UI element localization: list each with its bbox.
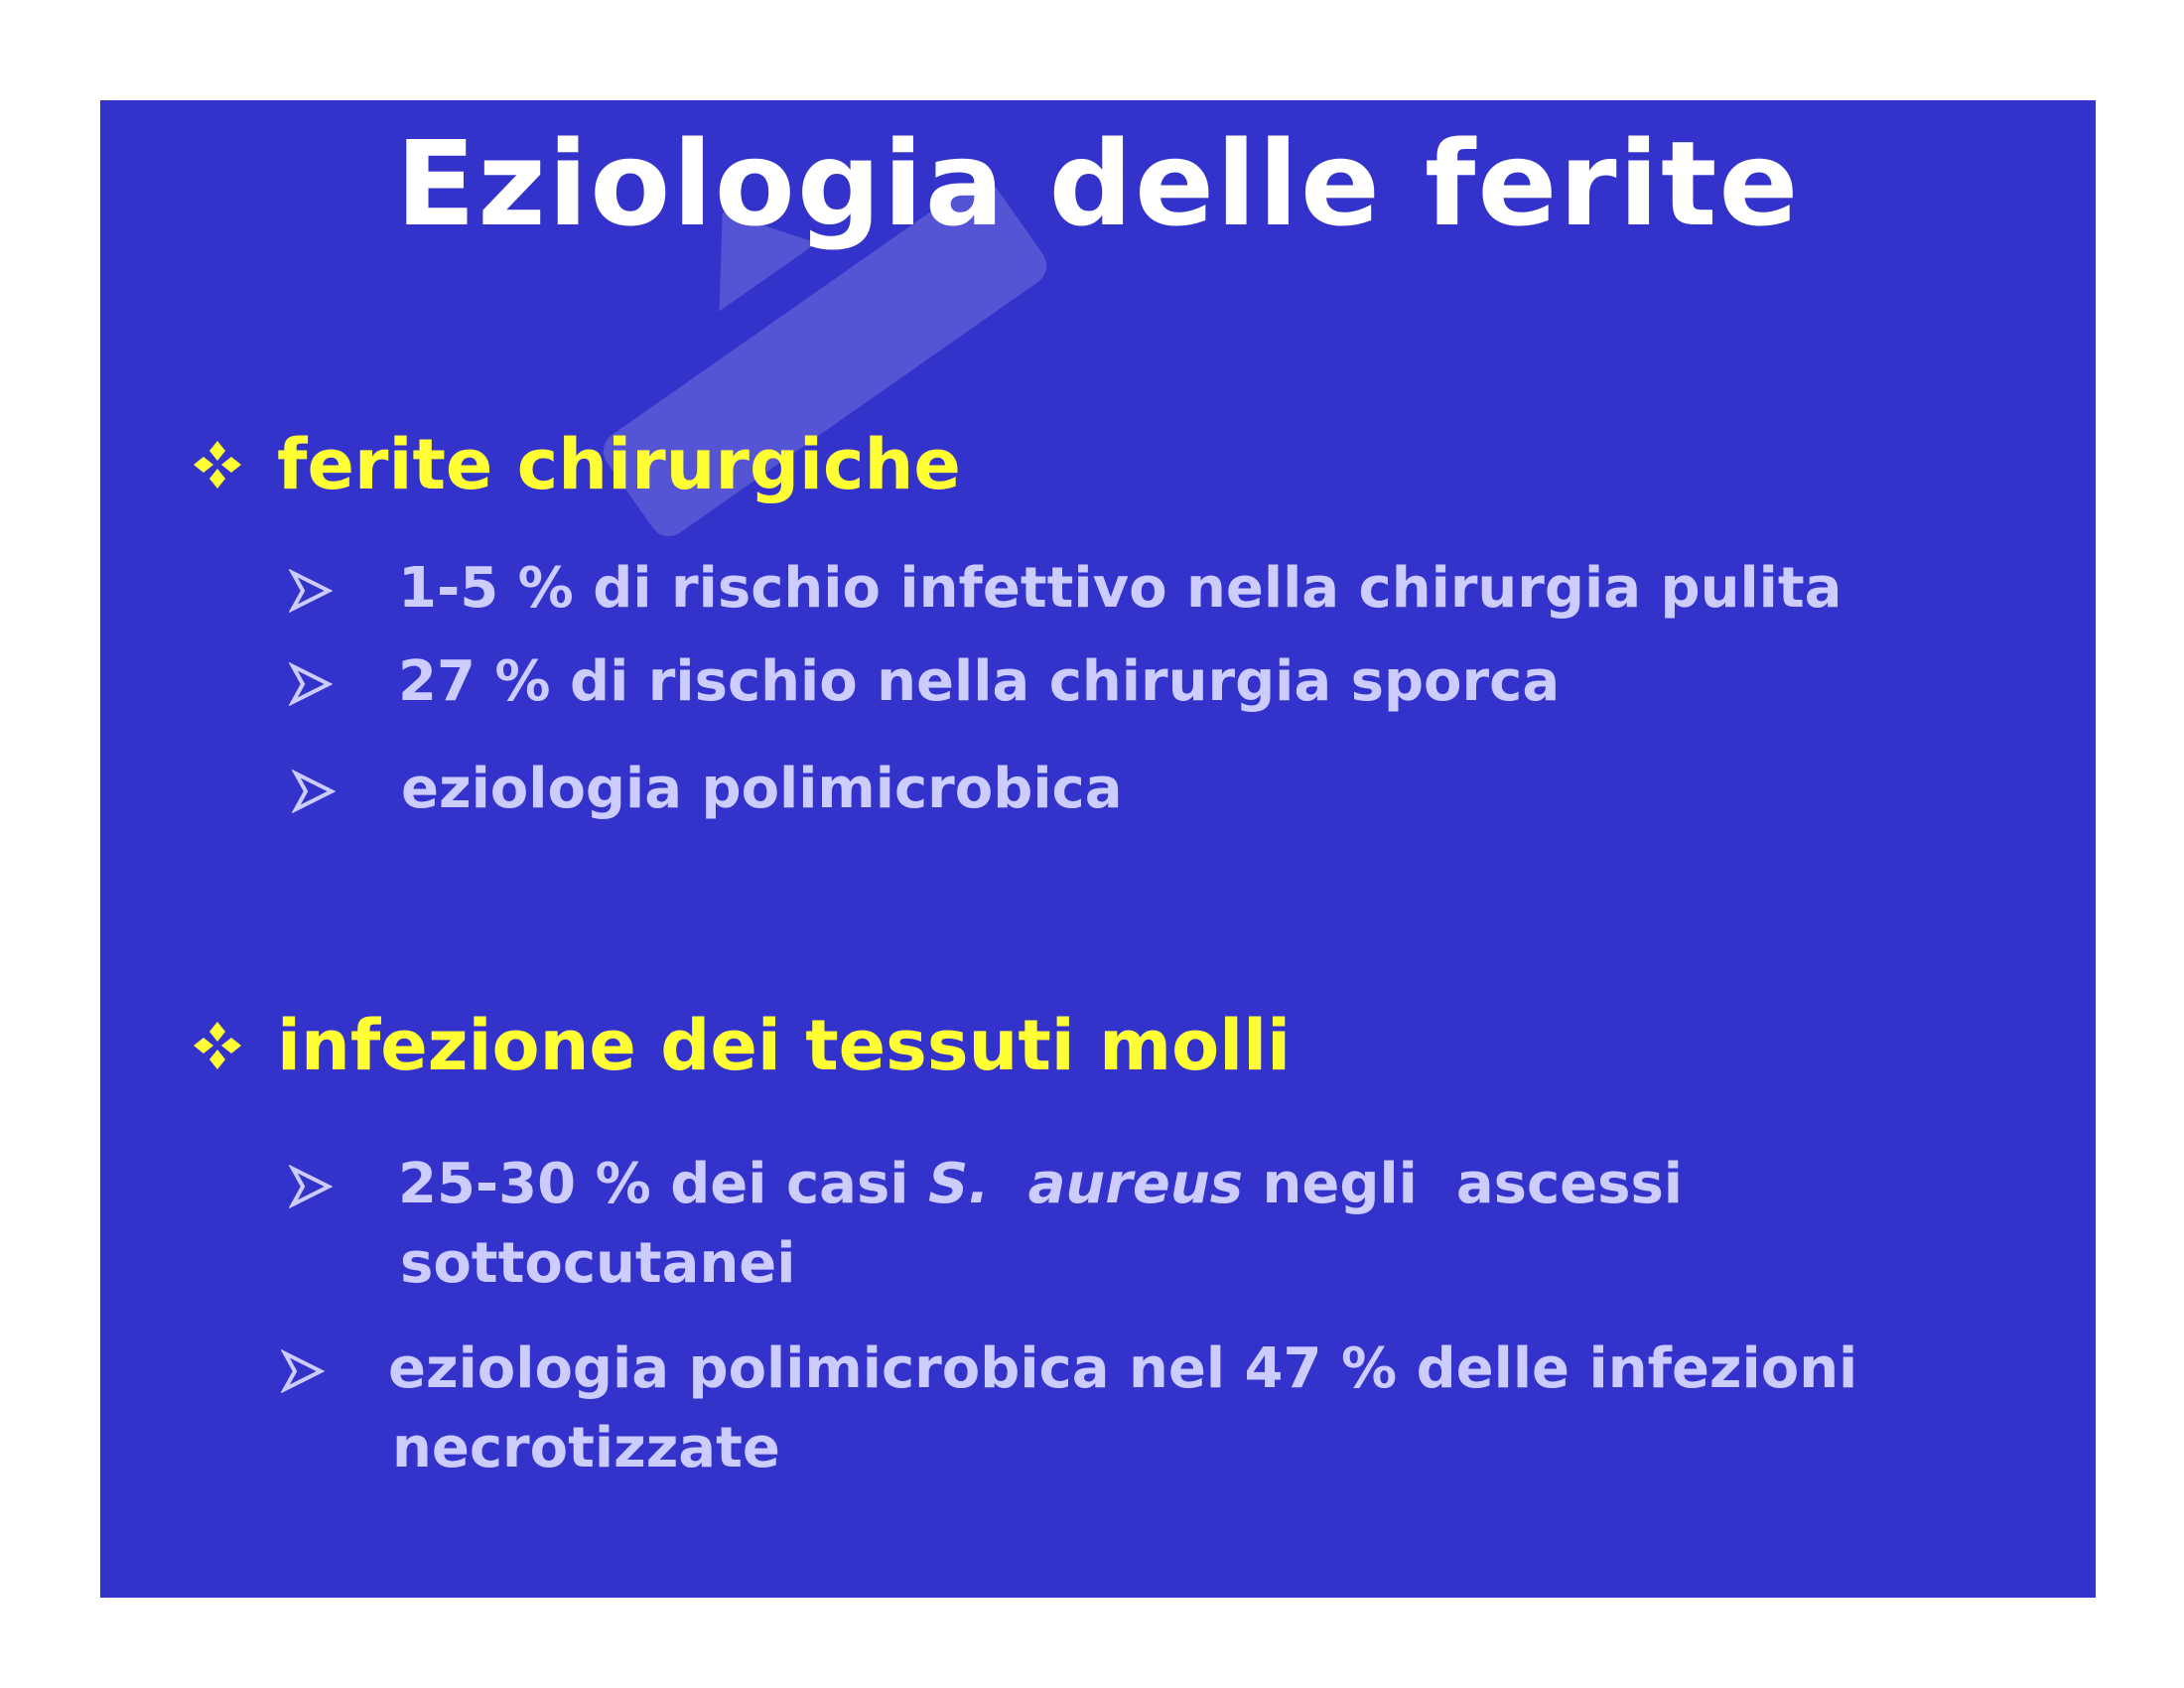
diamond-cluster-bullet-icon [190,437,245,492]
section-heading-ferite-chirurgiche [190,420,961,509]
list-item [292,750,2079,829]
arrowhead-bullet-icon [289,569,333,613]
list-item-text: eziologia polimicrobica [401,757,1123,821]
list-item [289,549,2076,629]
list-item-line-2: necrotizzate [392,1416,780,1480]
slide-title: Eziologia delle ferite [395,115,1801,252]
list-item-line-1: eziologia polimicrobica nel 47 % delle infezioni [388,1336,1858,1401]
list-item-text: 27 % di rischio nella chirurgia sporca [398,649,1561,714]
section-heading-text: infezione dei tessuti molli [277,1005,1292,1086]
section-heading-infezione-tessuti-molli [190,1001,1291,1090]
list-item-text: 25-30 % dei casi [398,1152,928,1216]
list-item-line-1 [398,1145,1683,1224]
list-item [281,1330,2068,1498]
diamond-cluster-bullet-icon [190,1018,245,1073]
slide [100,100,2096,1598]
list-item-text: negli ascessi [1243,1152,1683,1216]
list-item [289,1145,2076,1314]
species-name: S. aureus [927,1152,1244,1216]
arrowhead-bullet-icon [289,662,333,706]
arrowhead-bullet-icon [289,1165,333,1208]
list-item-text: 1-5 % di rischio infettivo nella chirurgia pulita [398,556,1843,621]
section-heading-text: ferite chirurgiche [277,424,961,505]
list-item [289,642,2076,722]
list-item-line-2: sottocutanei [400,1231,796,1296]
arrowhead-bullet-icon [281,1349,325,1393]
arrowhead-bullet-icon [292,770,336,813]
